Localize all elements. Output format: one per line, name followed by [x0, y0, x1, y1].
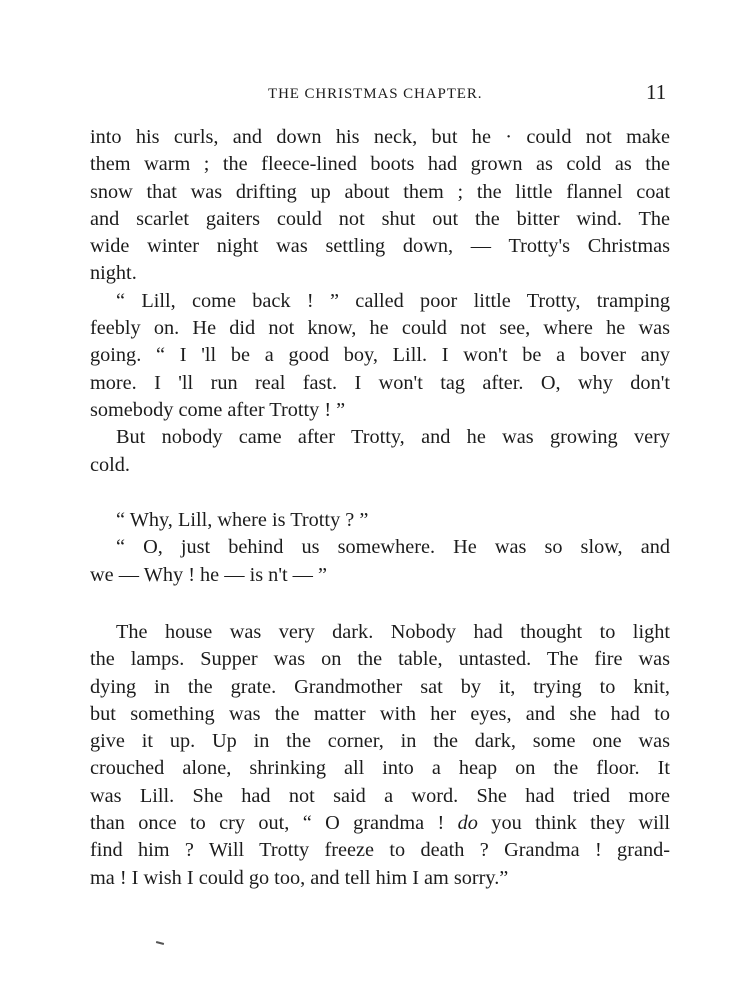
- text-segment: than once to cry out, “ O grandma !: [90, 812, 445, 835]
- text-line: find him ? Will Trotty freeze to death ? Grandma ! grand-: [90, 839, 670, 862]
- text-line: snow that was drifting up about them ; the little flannel coat: [90, 180, 670, 203]
- text-line: and scarlet gaiters could not shut out the bitter wind. The: [90, 207, 670, 230]
- page-number: 11: [646, 80, 667, 104]
- paragraph-block: [90, 619, 670, 892]
- text-line: but something was the matter with her eyes, and she had to: [90, 702, 670, 725]
- text-line: give it up. Up in the corner, in the dark, some one was: [90, 730, 670, 753]
- text-line: dying in the grate. Grandmother sat by it, trying to knit,: [90, 675, 670, 698]
- text-line: them warm ; the fleece-lined boots had grown as cold as the: [90, 153, 670, 176]
- text-line: into his curls, and down his neck, but he · could not make: [90, 126, 670, 148]
- text-line: we — Why ! he — is n't — ”: [90, 563, 328, 586]
- paragraph-block: [90, 124, 670, 479]
- text-line: wide winter night was settling down, — Trotty's Christmas: [90, 235, 670, 258]
- text-line: night.: [90, 262, 137, 285]
- running-head: THE CHRISTMAS CHAPTER.: [268, 86, 483, 102]
- text-line: “ Why, Lill, where is Trotty ? ”: [116, 509, 369, 531]
- emphasis-text: do: [457, 812, 478, 835]
- text-line: The house was very dark. Nobody had thought to light: [116, 621, 670, 643]
- text-segment: you think they will: [491, 812, 671, 835]
- text-line: “ Lill, come back ! ” called poor little Trotty, tramping: [116, 289, 670, 312]
- dialogue-block: [90, 507, 670, 589]
- text-line: [90, 810, 670, 837]
- stray-print-mark: [156, 941, 164, 945]
- text-line: going. “ I 'll be a good boy, Lill. I won't be a bover any: [90, 344, 670, 367]
- text-line: feebly on. He did not know, he could not see, where he was: [90, 317, 670, 340]
- text-line: ma ! I wish I could go too, and tell him I am sorry.”: [90, 866, 509, 889]
- text-line: somebody come after Trotty ! ”: [90, 398, 346, 421]
- text-line: cold.: [90, 453, 130, 476]
- text-line: the lamps. Supper was on the table, untasted. The fire was: [90, 648, 670, 671]
- text-line: But nobody came after Trotty, and he was growing very: [116, 426, 670, 449]
- text-line: more. I 'll run real fast. I won't tag after. O, why don't: [90, 371, 670, 394]
- text-line: was Lill. She had not said a word. She had tried more: [90, 784, 670, 807]
- text-line: “ O, just behind us somewhere. He was so slow, and: [116, 536, 670, 559]
- text-line: crouched alone, shrinking all into a heap on the floor. It: [90, 757, 670, 780]
